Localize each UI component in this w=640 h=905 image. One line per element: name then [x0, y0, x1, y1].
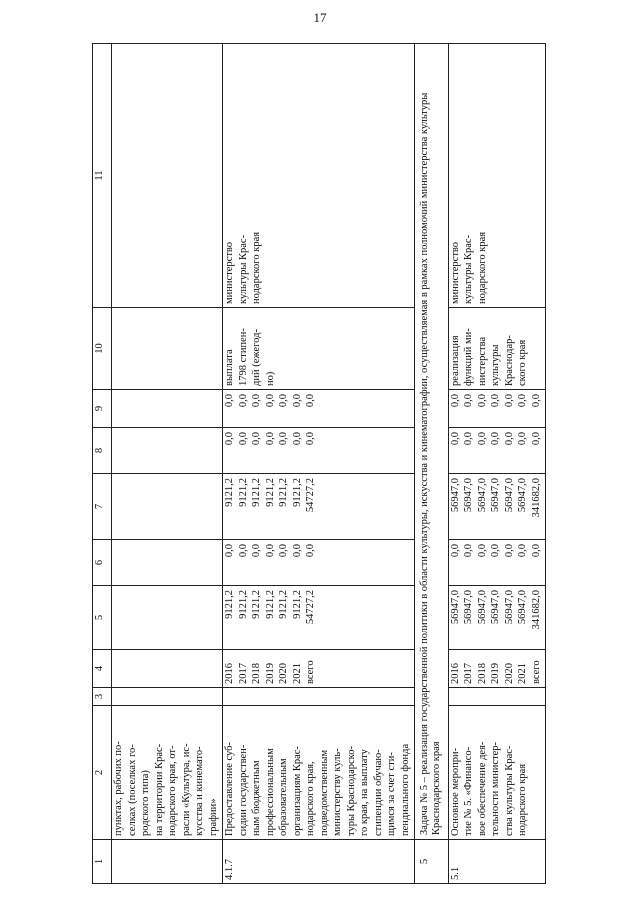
value: 0,0 — [305, 544, 316, 558]
row-description — [223, 706, 415, 840]
value: 0,0 — [449, 432, 461, 446]
result-line: реализация — [449, 335, 461, 386]
col-3-cell — [223, 688, 415, 706]
task-row-5 — [415, 44, 449, 884]
table-row-4-1-7 — [223, 44, 415, 884]
result-line: культуры — [490, 344, 502, 386]
cont-desc-line: пунктах, рабочих по- — [113, 741, 124, 836]
year: 2019 — [490, 663, 502, 684]
value: 0,0 — [291, 544, 303, 558]
executor-cell — [223, 44, 415, 308]
header-cell: 8 — [93, 428, 112, 474]
value: 56947,0 — [517, 590, 529, 625]
value: 0,0 — [264, 544, 276, 558]
value: 0,0 — [530, 394, 542, 408]
col-7-values — [223, 474, 415, 540]
value: 0,0 — [476, 394, 488, 408]
desc-line: образовательным — [278, 758, 289, 836]
value: 56947,0 — [476, 590, 488, 625]
header-cell: 11 — [93, 44, 112, 308]
header-cell: 1 — [93, 840, 112, 884]
value: 0,0 — [224, 432, 235, 446]
value: 0,0 — [291, 432, 303, 446]
value: 0,0 — [278, 432, 289, 446]
value: 9121,2 — [251, 478, 262, 507]
executor-line: министерство — [449, 241, 461, 304]
value: 56947,0 — [449, 590, 461, 625]
value: 0,0 — [237, 544, 249, 558]
value: 0,0 — [278, 394, 289, 408]
col-6-values — [223, 540, 415, 586]
desc-line: ства культуры Крас- — [503, 745, 515, 836]
year: 2018 — [476, 663, 488, 684]
value: 0,0 — [503, 394, 515, 408]
result-line: 1798 стипен- — [237, 328, 249, 386]
col-3-cell — [448, 688, 546, 706]
desc-line: го края, на выплату — [359, 749, 370, 836]
value: 0,0 — [530, 544, 542, 558]
years-cell — [448, 650, 546, 688]
desc-line: профессиональным — [264, 748, 276, 836]
value: 0,0 — [490, 394, 502, 408]
row-number: 5.1 — [448, 840, 546, 884]
executor-line: культуры Крас- — [463, 234, 475, 304]
value: 0,0 — [490, 432, 502, 446]
value: 0,0 — [237, 432, 249, 446]
value: 0,0 — [278, 544, 289, 558]
value: 56947,0 — [463, 478, 475, 513]
header-cell: 6 — [93, 540, 112, 586]
value: 56947,0 — [476, 478, 488, 513]
desc-line: тельности министер- — [490, 741, 502, 836]
program-table — [92, 43, 546, 884]
year: 2021 — [291, 663, 303, 684]
value: 0,0 — [503, 544, 515, 558]
cont-desc-line: расли «Культура, ис- — [180, 743, 192, 836]
value: 56947,0 — [503, 478, 515, 513]
desc-line: нодарского края — [517, 763, 529, 836]
cont-desc-line: кусства и кинемато- — [194, 746, 205, 836]
desc-line: министерству куль- — [332, 748, 343, 836]
col-5-values — [448, 586, 546, 650]
year: 2017 — [463, 663, 475, 684]
page-number: 17 — [313, 10, 327, 25]
continuation-row — [112, 44, 223, 884]
cont-desc-line: на территории Крас- — [153, 743, 165, 836]
header-cell: 7 — [93, 474, 112, 540]
value: 0,0 — [449, 544, 461, 558]
desc-line: нодарского края, — [305, 761, 316, 836]
col-6-values — [448, 540, 546, 586]
value: 56947,0 — [517, 478, 529, 513]
desc-line: щимся за счет сти- — [386, 752, 397, 836]
desc-line: ным бюджетным — [251, 760, 262, 836]
year: 2017 — [237, 663, 249, 684]
task-number: 5 — [415, 840, 449, 884]
value: 9121,2 — [278, 590, 289, 619]
cont-desc-line: графии» — [207, 798, 219, 836]
cont-desc-cell — [112, 706, 223, 840]
value: 9121,2 — [224, 478, 235, 507]
col-5-values — [223, 586, 415, 650]
year: 2016 — [449, 663, 461, 684]
year: 2019 — [264, 663, 276, 684]
year: 2021 — [517, 663, 529, 684]
header-cell: 4 — [93, 650, 112, 688]
value: 0,0 — [517, 394, 529, 408]
year: 2018 — [251, 663, 262, 684]
table-row-5-1 — [448, 44, 546, 884]
value: 0,0 — [530, 432, 542, 446]
value: 0,0 — [291, 394, 303, 408]
value: 0,0 — [251, 394, 262, 408]
result-line: нистерства — [476, 336, 488, 386]
desc-line: сидии государствен- — [237, 744, 249, 836]
value: 0,0 — [251, 432, 262, 446]
year: всего — [305, 660, 316, 684]
value: 0,0 — [449, 394, 461, 408]
col-8-values — [223, 428, 415, 474]
desc-line: Предоставление суб- — [224, 742, 235, 836]
col-8-values — [448, 428, 546, 474]
result-line: выплата — [224, 349, 235, 386]
value: 0,0 — [305, 432, 316, 446]
cont-desc-line: родского типа) — [140, 770, 151, 836]
value: 0,0 — [264, 432, 276, 446]
result-line: ского края — [517, 339, 529, 386]
value: 9121,2 — [224, 590, 235, 619]
result-cell — [448, 308, 546, 390]
desc-line: организациям Крас- — [291, 746, 303, 836]
cont-desc-line: селках (поселках го- — [126, 744, 138, 836]
value: 0,0 — [237, 394, 249, 408]
value: 0,0 — [490, 544, 502, 558]
value: 341682,0 — [530, 590, 542, 630]
value: 9121,2 — [237, 478, 249, 507]
value: 0,0 — [503, 432, 515, 446]
year: всего — [530, 660, 542, 684]
value: 56947,0 — [490, 590, 502, 625]
desc-line: стипендии обучаю- — [372, 749, 384, 836]
cont-desc-line: нодарского края, от- — [167, 745, 178, 836]
header-cell: 3 — [93, 688, 112, 706]
cont-num-cell — [112, 840, 223, 884]
value: 9121,2 — [264, 590, 276, 619]
value: 9121,2 — [251, 590, 262, 619]
executor-cell — [448, 44, 546, 308]
year: 2020 — [278, 663, 289, 684]
value: 0,0 — [251, 544, 262, 558]
task-text: Задача № 5 – реализация государственной политики в области культуры, искусства и кинематографии, осуществляемая в рамках полномочий министерства культуры Краснодарского края — [415, 44, 449, 840]
result-line: но) — [264, 371, 276, 386]
desc-line: вое обеспечение дея- — [476, 741, 488, 836]
value: 9121,2 — [278, 478, 289, 507]
value: 9121,2 — [264, 478, 276, 507]
desc-line: подведомственным — [318, 749, 330, 836]
value: 54727,2 — [305, 590, 316, 625]
value: 9121,2 — [291, 590, 303, 619]
row-number: 4.1.7 — [223, 840, 415, 884]
value: 0,0 — [264, 394, 276, 408]
value: 54727,2 — [305, 478, 316, 513]
year: 2016 — [224, 663, 235, 684]
value: 0,0 — [476, 544, 488, 558]
value: 56947,0 — [449, 478, 461, 513]
years-cell — [223, 650, 415, 688]
value: 56947,0 — [463, 590, 475, 625]
executor-line: культуры Крас- — [237, 234, 249, 304]
rotated-table-block — [92, 44, 558, 884]
value: 0,0 — [224, 394, 235, 408]
result-line: Краснодар- — [503, 335, 515, 386]
desc-line: пендиального фонда — [399, 743, 411, 836]
value: 0,0 — [463, 432, 475, 446]
result-line: дий (ежегод- — [251, 329, 262, 386]
value: 56947,0 — [503, 590, 515, 625]
result-line: функций ми- — [463, 328, 475, 386]
value: 0,0 — [463, 544, 475, 558]
value: 56947,0 — [490, 478, 502, 513]
header-cell: 10 — [93, 308, 112, 390]
executor-line: нодарского края — [476, 231, 488, 304]
value: 9121,2 — [237, 590, 249, 619]
header-row — [93, 44, 112, 884]
value: 9121,2 — [291, 478, 303, 507]
desc-line: туры Краснодарско- — [345, 746, 357, 836]
col-7-values — [448, 474, 546, 540]
executor-line: нодарского края — [251, 231, 262, 304]
value: 341682,0 — [530, 478, 542, 518]
header-cell: 9 — [93, 390, 112, 428]
value: 0,0 — [224, 544, 235, 558]
header-cell: 2 — [93, 706, 112, 840]
desc-line: Основное меропри- — [449, 747, 461, 836]
executor-line: министерство — [224, 241, 235, 304]
desc-line: тие № 5. «Финансо- — [463, 746, 475, 836]
value: 0,0 — [476, 432, 488, 446]
header-cell: 5 — [93, 586, 112, 650]
value: 0,0 — [463, 394, 475, 408]
value: 0,0 — [305, 394, 316, 408]
result-cell — [223, 308, 415, 390]
col-9-values — [448, 390, 546, 428]
year: 2020 — [503, 663, 515, 684]
value: 0,0 — [517, 432, 529, 446]
value: 0,0 — [517, 544, 529, 558]
row-description — [448, 706, 546, 840]
col-9-values — [223, 390, 415, 428]
